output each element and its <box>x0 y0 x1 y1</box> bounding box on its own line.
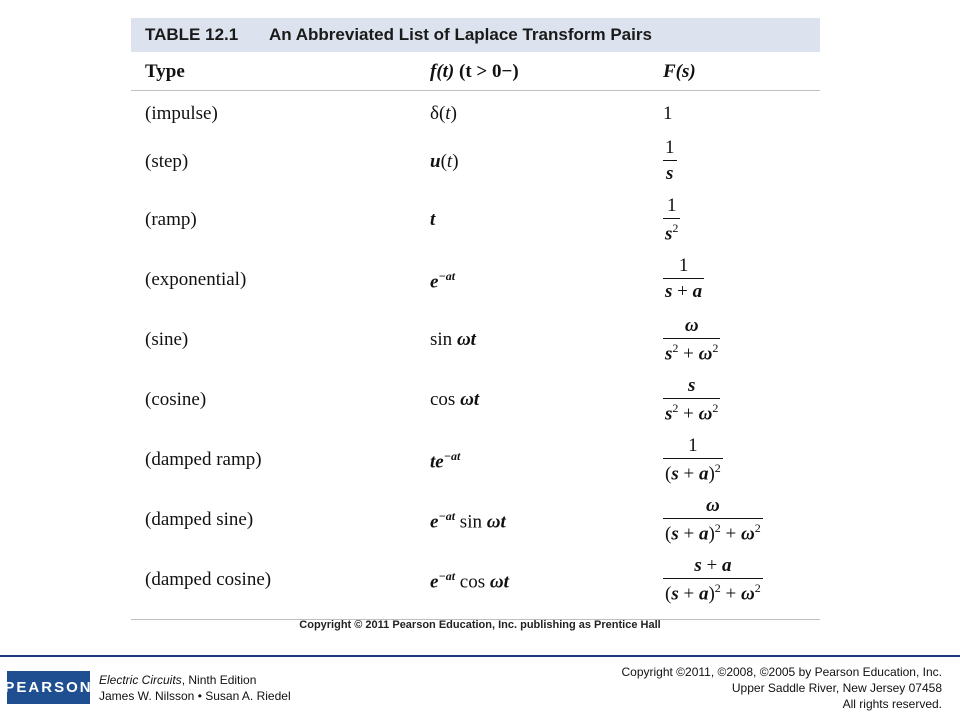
row-ft: cos ωt <box>430 389 480 410</box>
row-fs <box>663 195 680 243</box>
fs-numerator: 1 <box>688 435 698 456</box>
table-row <box>131 91 820 139</box>
rights-line-1: Copyright ©2011, ©2008, ©2005 by Pearson Education, Inc. <box>621 665 942 679</box>
table-row <box>131 557 820 617</box>
row-fs <box>663 137 677 183</box>
row-type: (exponential) <box>145 269 247 290</box>
fs-denominator: $s^2 + \omega^2$ <box>665 341 719 365</box>
row-ft: $te^{-at}$ <box>430 449 461 473</box>
row-ft: $e^{-at}$ <box>430 269 456 293</box>
row-fs <box>663 495 763 543</box>
book-authors: James W. Nilsson • Susan A. Riedel <box>99 689 291 703</box>
table-header-row <box>131 52 820 90</box>
fs-numerator: ω <box>684 315 699 336</box>
table-row <box>131 437 820 497</box>
row-ft: δ(t) <box>430 103 457 124</box>
row-fs <box>663 435 723 483</box>
header-ft-cond: (t > 0−) <box>459 61 519 82</box>
row-ft: u(t) <box>430 151 459 172</box>
table-row <box>131 317 820 377</box>
table-row <box>131 197 820 257</box>
fs-denominator: $s^2$ <box>665 221 679 245</box>
fs-denominator: s <box>666 163 674 184</box>
row-type: (damped cosine) <box>145 569 272 590</box>
row-ft: sin ωt <box>430 329 476 350</box>
header-fs <box>663 61 696 83</box>
fs-numerator: 1 <box>665 137 675 158</box>
footer-rule <box>0 655 960 657</box>
fs-numerator: s <box>687 375 696 396</box>
fs-denominator: $(s + a)^2$ <box>665 461 721 485</box>
table-row <box>131 257 820 317</box>
header-fs-text: F(s) <box>663 61 696 82</box>
fs-denominator: $s^2 + \omega^2$ <box>665 401 719 425</box>
table-number: TABLE 12.1 <box>145 25 239 44</box>
fs-denominator: $(s + a)^2 + \omega^2$ <box>665 521 761 545</box>
row-fs <box>663 315 720 363</box>
table-row <box>131 377 820 437</box>
header-ft <box>430 61 519 83</box>
row-type: (damped ramp) <box>145 449 262 470</box>
book-edition: , Ninth Edition <box>181 673 257 687</box>
rights-notice <box>621 664 942 712</box>
header-type: Type <box>145 61 185 82</box>
fs-numerator: ω <box>706 495 720 516</box>
fs-numerator: 1 <box>678 255 689 276</box>
row-ft: $e^{-at}$ cos ωt <box>430 569 509 593</box>
laplace-table <box>131 18 820 620</box>
row-fs <box>663 555 763 603</box>
row-fs: 1 <box>663 103 673 124</box>
copyright-line: Copyright © 2011 Pearson Education, Inc. publishing as Prentice Hall <box>299 619 661 631</box>
row-type: (step) <box>145 151 189 172</box>
pearson-logo: PEARSON <box>7 671 90 704</box>
fs-denominator: $(s + a)^2 + \omega^2$ <box>665 581 761 605</box>
book-info <box>99 672 291 704</box>
row-type: (impulse) <box>145 103 218 124</box>
fs-numerator: s + a <box>694 555 732 576</box>
fs-denominator: s + a <box>665 281 703 302</box>
table-row <box>131 497 820 557</box>
row-type: (cosine) <box>145 389 207 410</box>
row-fs <box>663 255 704 301</box>
row-fs <box>663 375 720 423</box>
table-title-bar <box>131 18 820 52</box>
row-type: (ramp) <box>145 209 197 230</box>
rights-line-2: Upper Saddle River, New Jersey 07458 <box>731 681 942 695</box>
table-row <box>131 139 820 197</box>
book-title: Electric Circuits <box>99 673 182 687</box>
row-ft: t <box>430 209 436 230</box>
fs-numerator: 1 <box>666 195 677 216</box>
row-type: (sine) <box>145 329 189 350</box>
row-type: (damped sine) <box>145 509 254 530</box>
rights-line-3: All rights reserved. <box>842 697 942 711</box>
header-ft-main: f(t) <box>430 61 455 82</box>
book-title-line <box>99 672 291 688</box>
table-title: An Abbreviated List of Laplace Transform Pairs <box>269 25 652 44</box>
row-ft: $e^{-at}$ sin ωt <box>430 509 506 533</box>
